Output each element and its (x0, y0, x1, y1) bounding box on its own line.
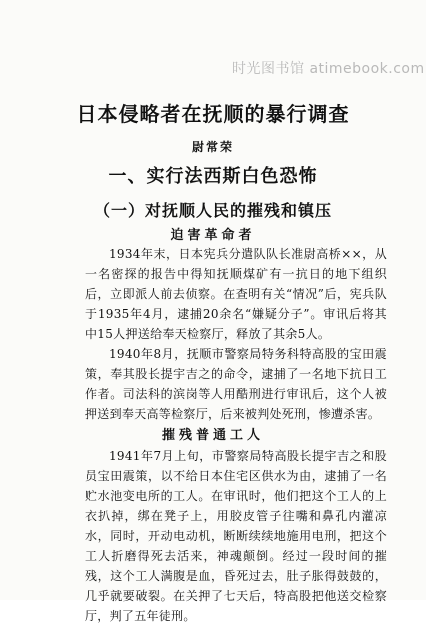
story-heading-revolutionaries: 迫害革命者 (170, 228, 256, 243)
paragraph: 1940年8月，抚顺市警察局特务科特高股的宝田震策，奉其股长提宇吉之的命令，逮捕了一名地下抗日工作者。司法科的滨岗等人用酷刑进行审讯后，这个人被押送到奉天高等检察厅，后来被判处死刑，惨遭杀害。 (85, 347, 387, 421)
paragraph: 1941年7月上旬，市警察局特高股长提宇吉之和股员宝田震策，以不给日本住宅区供水为由，逮捕了一名贮水池变电所的工人。在审讯时，他们把这个工人的上衣扒掉，绑在凳子上，用胶皮管子往嘴和鼻孔内灌凉水，同时，开动电动机，断断续续地施用电刑，把这个工人折磨得死去活来，神魂颠倒。经过一段时间的摧残，这个工人满腹是血，昏死过去，肚子胀得鼓鼓的，几乎就要破裂。在关押了七天后，特高股把他送交检察厅，判了五年徒刑。 (85, 449, 387, 623)
author-name: 尉常荣 (191, 140, 234, 154)
story-heading-workers: 摧残普通工人 (161, 428, 264, 443)
subsection-heading: （一）对抚顺人民的摧残和镇压 (93, 201, 332, 220)
section-heading: 一、实行法西斯白色恐怖 (108, 166, 318, 187)
article-title: 日本侵略者在抚顺的暴行调查 (76, 102, 350, 126)
paragraph: 1934年末，日本宪兵分遣队队长准尉高桥××，从一名密探的报告中得知抚顺煤矿有一抗日的地下组织后，立即派人前去侦察。在查明有关“情况”后，宪兵队于1935年4月，逮捕20余名“嫌疑分子”。审讯后将其中15人押送给奉天检察厅，释放了其余5人。 (85, 247, 387, 341)
site-watermark: 时光图书馆 atimebook.com (232, 61, 425, 77)
